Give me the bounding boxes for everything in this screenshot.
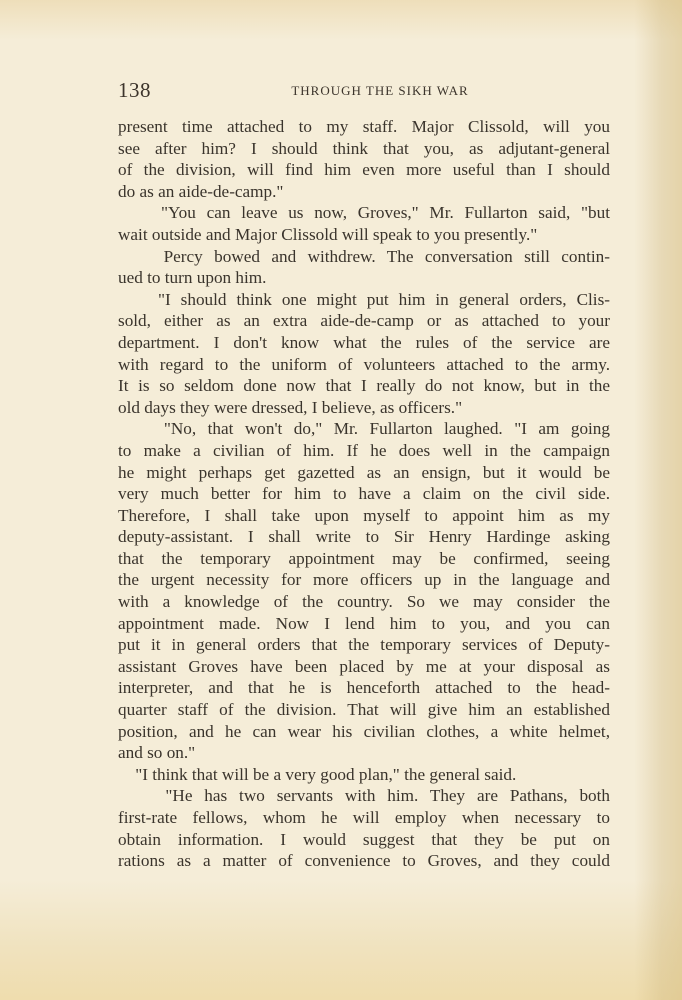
text-line: put it in general orders that the temporary services of Deputy- (118, 635, 610, 655)
page-header (118, 78, 610, 102)
running-head: THROUGH THE SIKH WAR (291, 83, 469, 98)
text-line: position, and he can wear his civilian clothes, a white helmet, (118, 721, 610, 741)
text-line: present time attached to my staff. Major Clissold, will you (118, 117, 610, 136)
text-line: old days they were dressed, I believe, as officers." (118, 397, 463, 417)
text-line: Percy bowed and withdrew. The conversation still contin- (118, 246, 610, 266)
text-line: "He has two servants with him. They are Pathans, both (118, 786, 610, 806)
text-line: that the temporary appointment may be confirmed, seeing (118, 548, 610, 568)
text-line: deputy-assistant. I shall write to Sir Henry Hardinge asking (118, 527, 610, 547)
text-line: the urgent necessity for more officers up in the language and (118, 570, 610, 590)
text-line: department. I don't know what the rules of the service are (118, 332, 610, 352)
body-text (118, 116, 610, 872)
text-line: assistant Groves have been placed by me at your disposal as (118, 656, 610, 676)
text-line: first-rate fellows, whom he will employ when necessary to (118, 808, 610, 827)
text-line: interpreter, and that he is henceforth attached to the head- (118, 678, 610, 698)
text-line: Therefore, I shall take upon myself to appoint him as my (118, 505, 610, 525)
text-line: appointment made. Now I lend him to you, and you can (118, 613, 610, 633)
page-number: 138 (118, 78, 151, 102)
text-line: with regard to the uniform of volunteers attached to the army. (118, 354, 610, 374)
text-line: do as an aide-de-camp." (118, 181, 284, 201)
text-line: It is so seldom done now that I really do not know, but in the (118, 376, 610, 396)
text-line: to make a civilian of him. If he does well in the campaign (118, 440, 610, 460)
text-line: and so on." (118, 743, 196, 763)
text-line: "You can leave us now, Groves," Mr. Fullarton said, "but (118, 203, 610, 223)
text-line: rations as a matter of convenience to Groves, and they could (118, 851, 610, 871)
text-line: very much better for him to have a claim on the civil side. (118, 484, 610, 504)
text-line: of the division, will find him even more useful than I should (118, 160, 610, 180)
text-line: see after him? I should think that you, as adjutant-general (118, 138, 610, 158)
text-line: with a knowledge of the country. So we may consider the (118, 592, 610, 612)
text-line: "I think that will be a very good plan," the general said. (118, 764, 517, 784)
text-line: ued to turn upon him. (118, 268, 267, 288)
text-line: sold, either as an extra aide-de-camp or as attached to your (118, 311, 610, 331)
text-line: wait outside and Major Clissold will speak to you presently." (118, 224, 538, 244)
text-line: "No, that won't do," Mr. Fullarton laughed. "I am going (118, 419, 610, 439)
text-line: quarter staff of the division. That will give him an established (118, 700, 610, 720)
text-line: he might perhaps get gazetted as an ensign, but it would be (118, 462, 610, 482)
text-line: obtain information. I would suggest that they be put on (118, 829, 610, 849)
text-line: "I should think one might put him in general orders, Clis- (118, 289, 610, 309)
